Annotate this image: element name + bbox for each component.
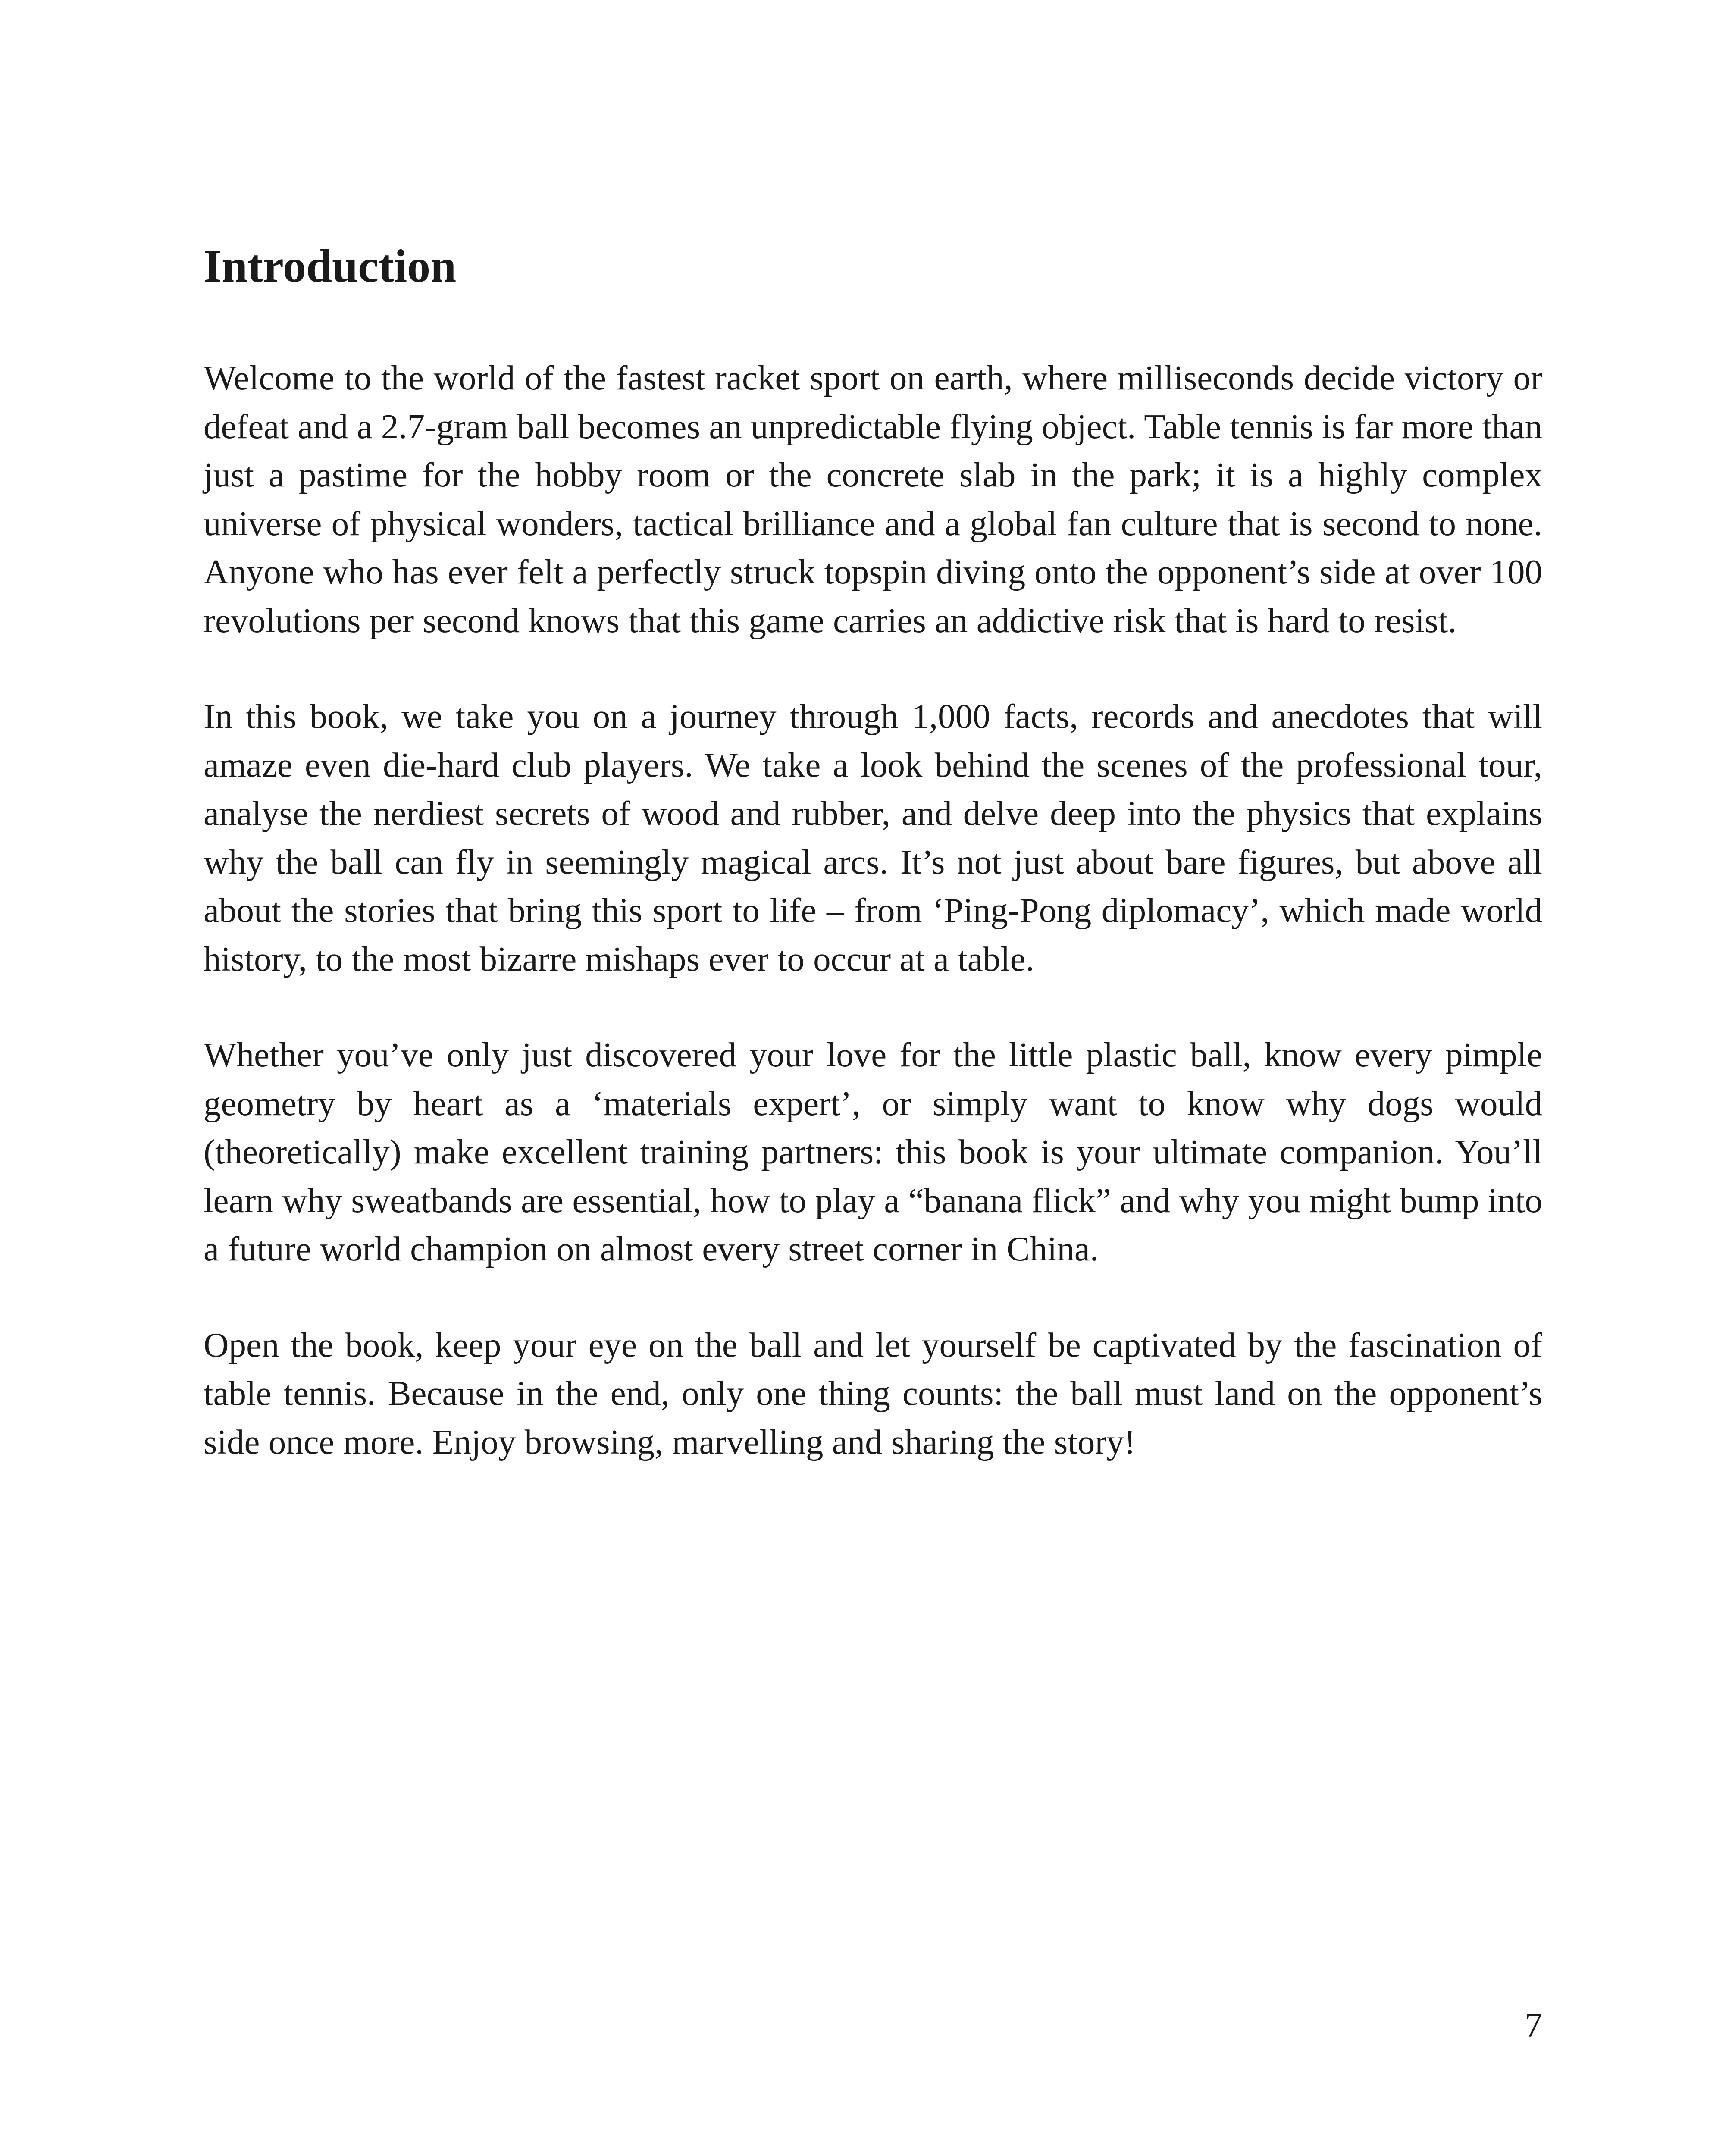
paragraph-1: Welcome to the world of the fastest racket sport on earth, where milliseconds decide victory or defeat and a 2.7-gram ball becomes an unpredictable flying object. Table tennis is far more than just a pastime for the hobby room or the concrete slab in the park; it is a highly complex universe of physical wonders, tactical brilliance and a global fan culture that is second to none. Anyone who has ever felt a perfectly struck topspin diving onto the opponent’s side at over 100 revolutions per second knows that this game carries an addictive risk that is hard to resist. [204,358,1542,640]
chapter-body [204,354,1542,1466]
page-content [204,236,1542,1514]
page-number: 7 [1525,2006,1542,2044]
paragraph-4: Open the book, keep your eye on the ball and let yourself be captivated by the fascination of table tennis. Because in the end, only one thing counts: the ball must land on the opponent’s side once more. Enjoy browsing, marvelling and sharing the story! [204,1325,1542,1461]
paragraph-3: Whether you’ve only just discovered your love for the little plastic ball, know every pimple geometry by heart as a ‘materials expert’, or simply want to know why dogs would (theoretically) make excellent training partners: this book is your ultimate companion. You’ll learn why sweatbands are essential, how to play a “banana flick” and why you might bump into a future world champion on almost every street corner in China. [204,1035,1542,1268]
chapter-title: Introduction [204,241,457,292]
paragraph-2: In this book, we take you on a journey through 1,000 facts, records and anecdotes that will amaze even die-hard club players. We take a look behind the scenes of the professional tour, analyse the nerdiest secrets of wood and rubber, and delve deep into the physics that explains why the ball can fly in seemingly magical arcs. It’s not just about bare figures, but above all about the stories that bring this sport to life – from ‘Ping-Pong diplomacy’, which made world history, to the most bizarre mishaps ever to occur at a table. [204,697,1542,978]
